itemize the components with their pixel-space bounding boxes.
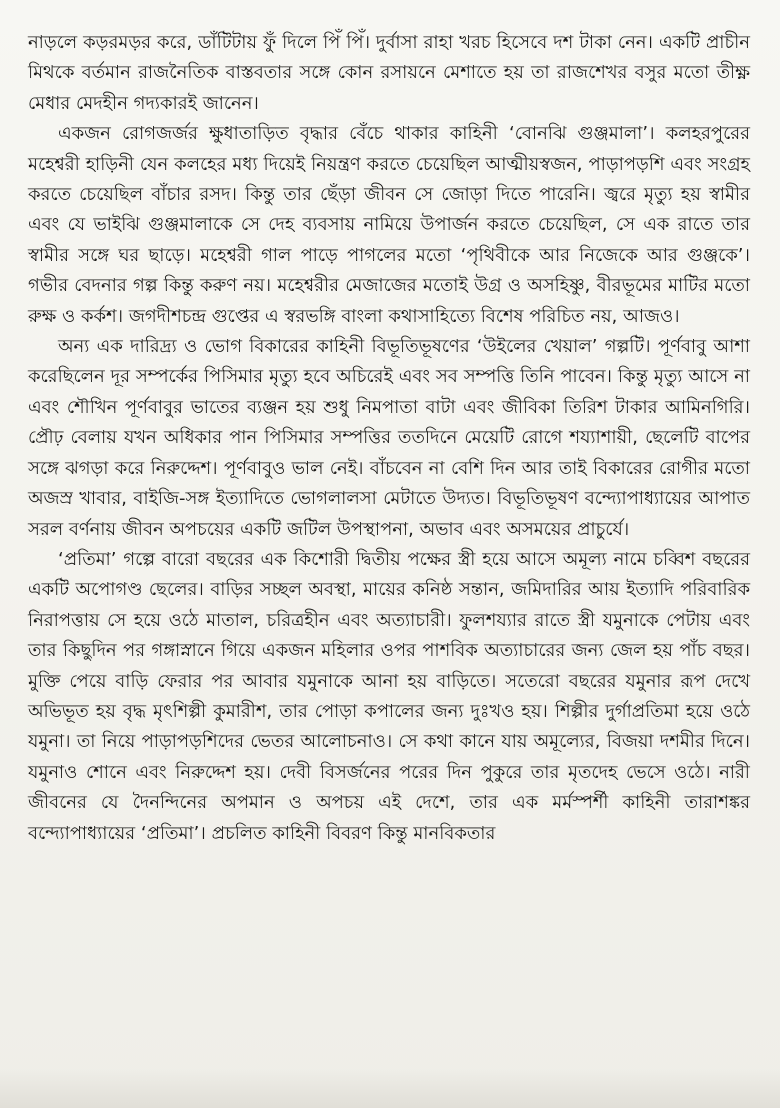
paragraph-3: অন্য এক দারিদ্র্য ও ভোগ বিকারের কাহিনী বিভূতিভূষণের ‘উইলের খেয়াল’ গল্পটি। পূর্ণবাবু আশা করেছিলেন দূর সম্পর্কের পিসিমার মৃত্যু হবে অচিরেই এবং সব সম্পত্তি তিনি পাবেন। কিন্তু মৃত্যু আসে না এবং শৌখিন পূর্ণবাবুর ভাতের ব্যঞ্জন হয় শুধু নিমপাতা বাটা এবং জীবিকা তিরিশ টাকার আমিনগিরি। প্রৌঢ় বেলায় যখন অধিকার পান পিসিমার সম্পত্তির ততদিনে মেয়েটি রোগে শয্যাশায়ী, ছেলেটি বাপের সঙ্গে ঝগড়া করে নিরুদ্দেশ। পূর্ণবাবুও ভাল নেই। বাঁচবেন না বেশি দিন আর তাই বিকারের রোগীর মতো অজস্র খাবার, বাইজি-সঙ্গ ইত্যাদিতে ভোগলালসা মেটাতে উদ্যত। বিভূতিভূষণ বন্দ্যোপাধ্যায়ের আপাত সরল বর্ণনায় জীবন অপচয়ের একটি জটিল উপস্থাপনা, অভাব এবং অসময়ের প্রাচুর্যে। — [28, 336, 750, 540]
paragraph-2: একজন রোগজর্জর ক্ষুধাতাড়িত বৃদ্ধার বেঁচে থাকার কাহিনী ‘বোনঝি গুঞ্জমালা’। কলহরপুরের মহেশ্বরী হাড়িনী যেন কলহের মধ্য দিয়েই নিয়ন্ত্রণ করতে চেয়েছিল আত্মীয়স্বজন, পাড়াপড়শি এবং সংগ্রহ করতে চেয়েছিল বাঁচার রসদ। কিন্তু তার ছেঁড়া জীবন সে জোড়া দিতে পারেনি। জ্বরে মৃত্যু হয় স্বামীর এবং যে ভাইঝি গুঞ্জমালাকে সে দেহ ব্যবসায় নামিয়ে উপার্জন করতে চেয়েছিল, সে এক রাতে তার স্বামীর সঙ্গে ঘর ছাড়ে। মহেশ্বরী গাল পাড়ে পাগলের মতো ‘পৃথিবীকে আর নিজেকে আর গুঞ্জকে’। গভীর বেদনার গল্প কিন্তু করুণ নয়। মহেশ্বরীর মেজাজের মতোই উগ্র ও অসহিষ্ণু, বীরভূমের মাটির মতো রুক্ষ ও কর্কশ। জগদীশচন্দ্র গুপ্তের এ স্বরভঙ্গি বাংলা কথাসাহিত্যে বিশেষ পরিচিত নয়, আজও। — [28, 123, 750, 327]
paragraph-1: নাড়লে কড়রমড়র করে, ডাঁটিটায় ফুঁ দিলে পিঁ পিঁ। দুর্বাসা রাহা খরচ হিসেবে দশ টাকা নেন। একটি প্রাচীন মিথকে বর্তমান রাজনৈতিক বাস্তবতার সঙ্গে কোন রসায়নে মেশাতে হয় তা রাজশেখর বসুর মতো তীক্ষ্ণ মেধার মেদহীন গদ্যকারই জানেন। — [28, 32, 750, 114]
paragraph-4: ‘প্রতিমা’ গল্পে বারো বছরের এক কিশোরী দ্বিতীয় পক্ষের স্ত্রী হয়ে আসে অমূল্য নামে চব্বিশ বছরের একটি অপোগণ্ড ছেলের। বাড়ির সচ্ছল অবস্থা, মায়ের কনিষ্ঠ সন্তান, জমিদারির আয় ইত্যাদি পরিবারিক নিরাপত্তায় সে হয়ে ওঠে মাতাল, চরিত্রহীন এবং অত্যাচারী। ফুলশয্যার রাতে স্ত্রী যমুনাকে পেটায় এবং তার কিছুদিন পর গঙ্গাস্নানে গিয়ে একজন মহিলার ওপর পাশবিক অত্যাচারের জন্য জেল হয় পাঁচ বছর। মুক্তি পেয়ে বাড়ি ফেরার পর আবার যমুনাকে আনা হয় বাড়িতে। সতেরো বছরের যমুনার রূপ দেখে অভিভূত হয় বৃদ্ধ মৃৎশিল্পী কুমারীশ, তার পোড়া কপালের জন্য দুঃখও হয়। শিল্পীর দুর্গাপ্রতিমা হয়ে ওঠে যমুনা। তা নিয়ে পাড়াপড়শিদের ভেতর আলোচনাও। সে কথা কানে যায় অমূল্যের, বিজয়া দশমীর দিনে। যমুনাও শোনে এবং নিরুদ্দেশ হয়। দেবী বিসর্জনের পরের দিন পুকুরে তার মৃতদেহ ভেসে ওঠে। নারী জীবনের যে দৈনন্দিনের অপমান ও অপচয় এই দেশে, তার এক মর্মস্পর্শী কাহিনী তারাশঙ্কর বন্দ্যোপাধ্যায়ের ‘প্রতিমা’। প্রচলিত কাহিনী বিবরণ কিন্তু মানবিকতার — [28, 548, 750, 844]
page-text-body — [28, 28, 750, 849]
